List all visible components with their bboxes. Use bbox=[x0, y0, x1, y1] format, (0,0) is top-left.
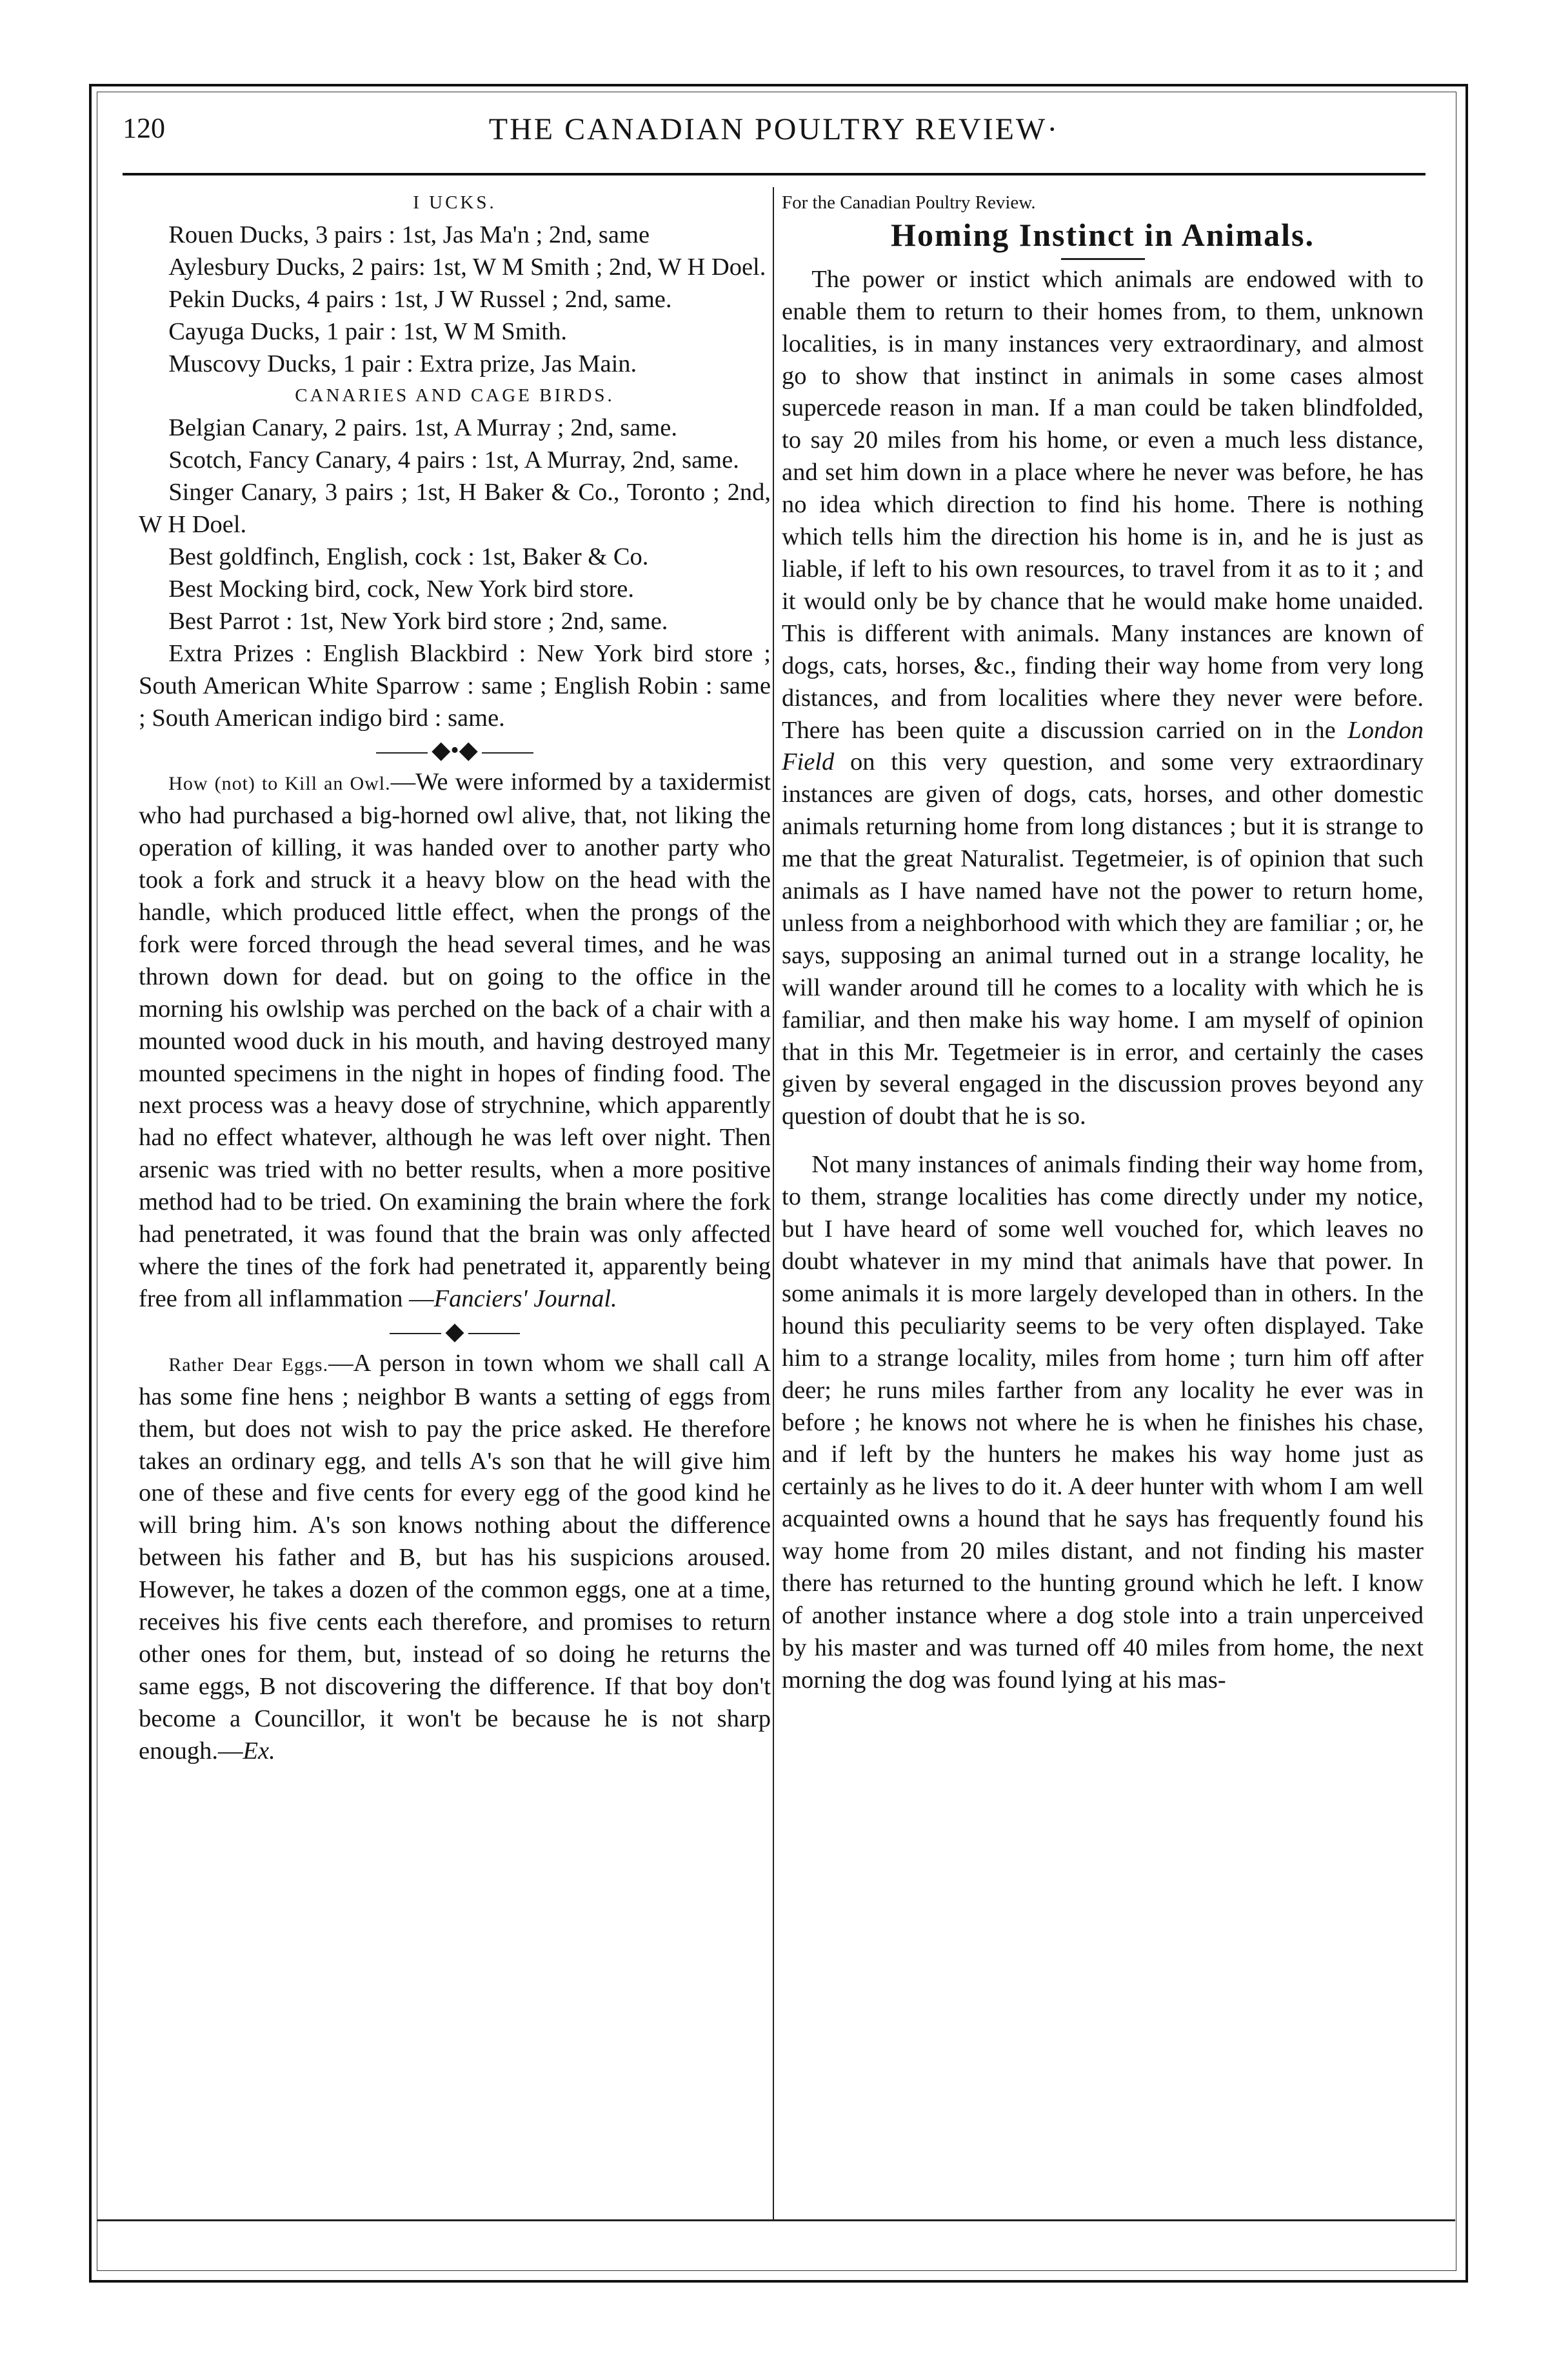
left-column bbox=[139, 187, 771, 1768]
eggs-lead: Rather Dear Eggs. bbox=[168, 1354, 329, 1375]
eggs-text: —A person in town whom we shall call A has some fine hens ; neighbor B wants a setting of eggs from them, but does not wish to pay the price asked. He therefore takes an ordinary egg, and tells A's son that he will give him one of these and five cents for every egg of the good kind he will bring him. A's son knows nothing about the difference between his father and B, but has his suspicions aroused. However, he takes a dozen of the common eggs, one at a time, receives his five cents each therefore, and promises to return other ones for them, but, instead of so doing he returns the same eggs, B not discovering the difference. If that boy don't become a Councillor, it won't be because he is not sharp enough.— bbox=[139, 1349, 771, 1765]
ducks-entry: Muscovy Ducks, 1 pair : Extra prize, Jas Main. bbox=[168, 350, 637, 377]
article-paragraph: Not many instances of animals finding their way home from, to them, strange localities has come directly under my notice, but I have heard of some well vouched for, which leaves no doubt whatever in my mind that animals have that power. In some animals it is more largely developed than in others. In the hound this peculiarity seems to be very often displayed. Take him to a strange locality, miles from home ; turn him off after deer; he runs miles farther from any locality he ever was in before ; he knows not where he is when he finishes his chase, and if left by the hunters he makes his way home just as certainly as he lives to do it. A deer hunter with whom I am well acquainted owns a hound that he says has frequently found his way home from 20 miles distant, and not finding his master there has returned to the hunting ground which he left. I know of another instance where a dog stole into a train unperceived by his master and was turned off 40 miles from home, the next morning the dog was found lying at his mas- bbox=[782, 1151, 1424, 1694]
eggs-source: Ex. bbox=[243, 1737, 275, 1765]
footer-rule bbox=[97, 2219, 1455, 2221]
column-divider bbox=[773, 187, 774, 2219]
canaries-entry: Singer Canary, 3 pairs ; 1st, H Baker & Co., Toronto ; 2nd, W H Doel. bbox=[139, 479, 771, 539]
section-ornament: ◆ bbox=[139, 1315, 771, 1348]
ducks-entry: Aylesbury Ducks, 2 pairs: 1st, W M Smith ; 2nd, W H Doel. bbox=[168, 253, 766, 281]
page-header bbox=[123, 106, 1426, 158]
article-title: Homing Instinct in Animals. bbox=[891, 216, 1315, 253]
owl-text: —We were informed by a taxidermist who had purchased a big-horned owl alive, that, not liking the operation of killing, it was handed over to another party who took a fork and struck it a heavy blow on the head with the handle, which produced little effect, when the prongs of the fork were forced through the head several times, and he was thrown down for dead. but on going to the office in the morning his owlship was perched on the back of a chair with a mounted wood duck in his mouth, and having destroyed many mounted specimens in the night in hopes of finding food. The next process was a heavy dose of strychnine, which apparently had no effect whatever, although he was left over night. Then arsenic was tried with no better results, when a more positive method had to be tried. On examining the brain where the fork had penetrated, it was found that the brain was only affected where the tines of the fork had penetrated it, apparently being free from all inflammation — bbox=[139, 768, 771, 1312]
canaries-entry: Extra Prizes : English Blackbird : New York bird store ; South American White Sparrow : same ; English Robin : same ; South American indigo bird : same. bbox=[139, 639, 771, 732]
ducks-entry: Rouen Ducks, 3 pairs : 1st, Jas Ma'n ; 2nd, same bbox=[168, 221, 650, 248]
header-rule bbox=[123, 173, 1426, 175]
right-column bbox=[782, 187, 1424, 1697]
title-rule bbox=[1061, 258, 1145, 260]
canaries-entry: Best Mocking bird, cock, New York bird store. bbox=[168, 575, 634, 603]
ducks-heading: I UCKS. bbox=[413, 192, 497, 213]
canaries-entry: Best goldfinch, English, cock : 1st, Baker & Co. bbox=[168, 543, 649, 570]
ducks-entry: Cayuga Ducks, 1 pair : 1st, W M Smith. bbox=[168, 317, 567, 345]
owl-source: Fanciers' Journal. bbox=[433, 1285, 617, 1312]
publication-name: London Field bbox=[782, 716, 1424, 776]
section-ornament: ◆•◆ bbox=[139, 734, 771, 766]
owl-lead: How (not) to Kill an Owl. bbox=[168, 773, 391, 795]
page-number: 120 bbox=[123, 112, 165, 144]
paragraph-text: The power or instict which animals are endowed with to enable them to return to their homes from, to them, unknown localities, is in many instances very extraordinary, and almost go to show that instinct in animals in some cases almost supercede reason in man. If a man could be taken blindfolded, to say 20 miles from his home, or even a much less distance, and set him down in a place where he never was before, he has no idea which direction to find his home. There is nothing which tells him the direction his home is in, and he is just as liable, if left to his own resources, to travel from it as to it ; and it would only be by chance that he would make home unaided. This is different with animals. Many instances are known of dogs, cats, horses, &c., finding their way home from very long distances, and from localities where they never were before. There has been quite a discussion carried on in the bbox=[782, 265, 1424, 744]
canaries-entry: Best Parrot : 1st, New York bird store ; 2nd, same. bbox=[168, 607, 668, 635]
canaries-entry: Belgian Canary, 2 pairs. 1st, A Murray ; 2nd, same. bbox=[168, 414, 677, 442]
article-credit: For the Canadian Poultry Review. bbox=[782, 192, 1036, 213]
owl-article bbox=[139, 766, 771, 1315]
running-title: THE CANADIAN POULTRY REVIEW· bbox=[488, 112, 1060, 146]
eggs-article bbox=[139, 1348, 771, 1768]
article-paragraph bbox=[782, 264, 1424, 1133]
ducks-entry: Pekin Ducks, 4 pairs : 1st, J W Russel ; 2nd, same. bbox=[168, 285, 672, 313]
paragraph-text: on this very question, and some very extraordinary instances are given of dogs, cats, horses, and other domestic animals returning home from long distances ; but it is strange to me that the great Naturalist. Tegetmeier, is of opinion that such animals as I have named have not the power to return home, unless from a neighborhood with which they are familiar ; or, he says, supposing an animal turned out in a strange locality, he will wander around till he comes to a locality with which he is familiar, and then make his way home. I am myself of opinion that in this Mr. Tegetmeier is in error, and certainly the cases given by several engaged in the discussion proves beyond any question of doubt that he is so. bbox=[782, 748, 1424, 1130]
canaries-heading: CANARIES AND CAGE BIRDS. bbox=[295, 385, 615, 406]
canaries-entry: Scotch, Fancy Canary, 4 pairs : 1st, A Murray, 2nd, same. bbox=[168, 446, 739, 474]
